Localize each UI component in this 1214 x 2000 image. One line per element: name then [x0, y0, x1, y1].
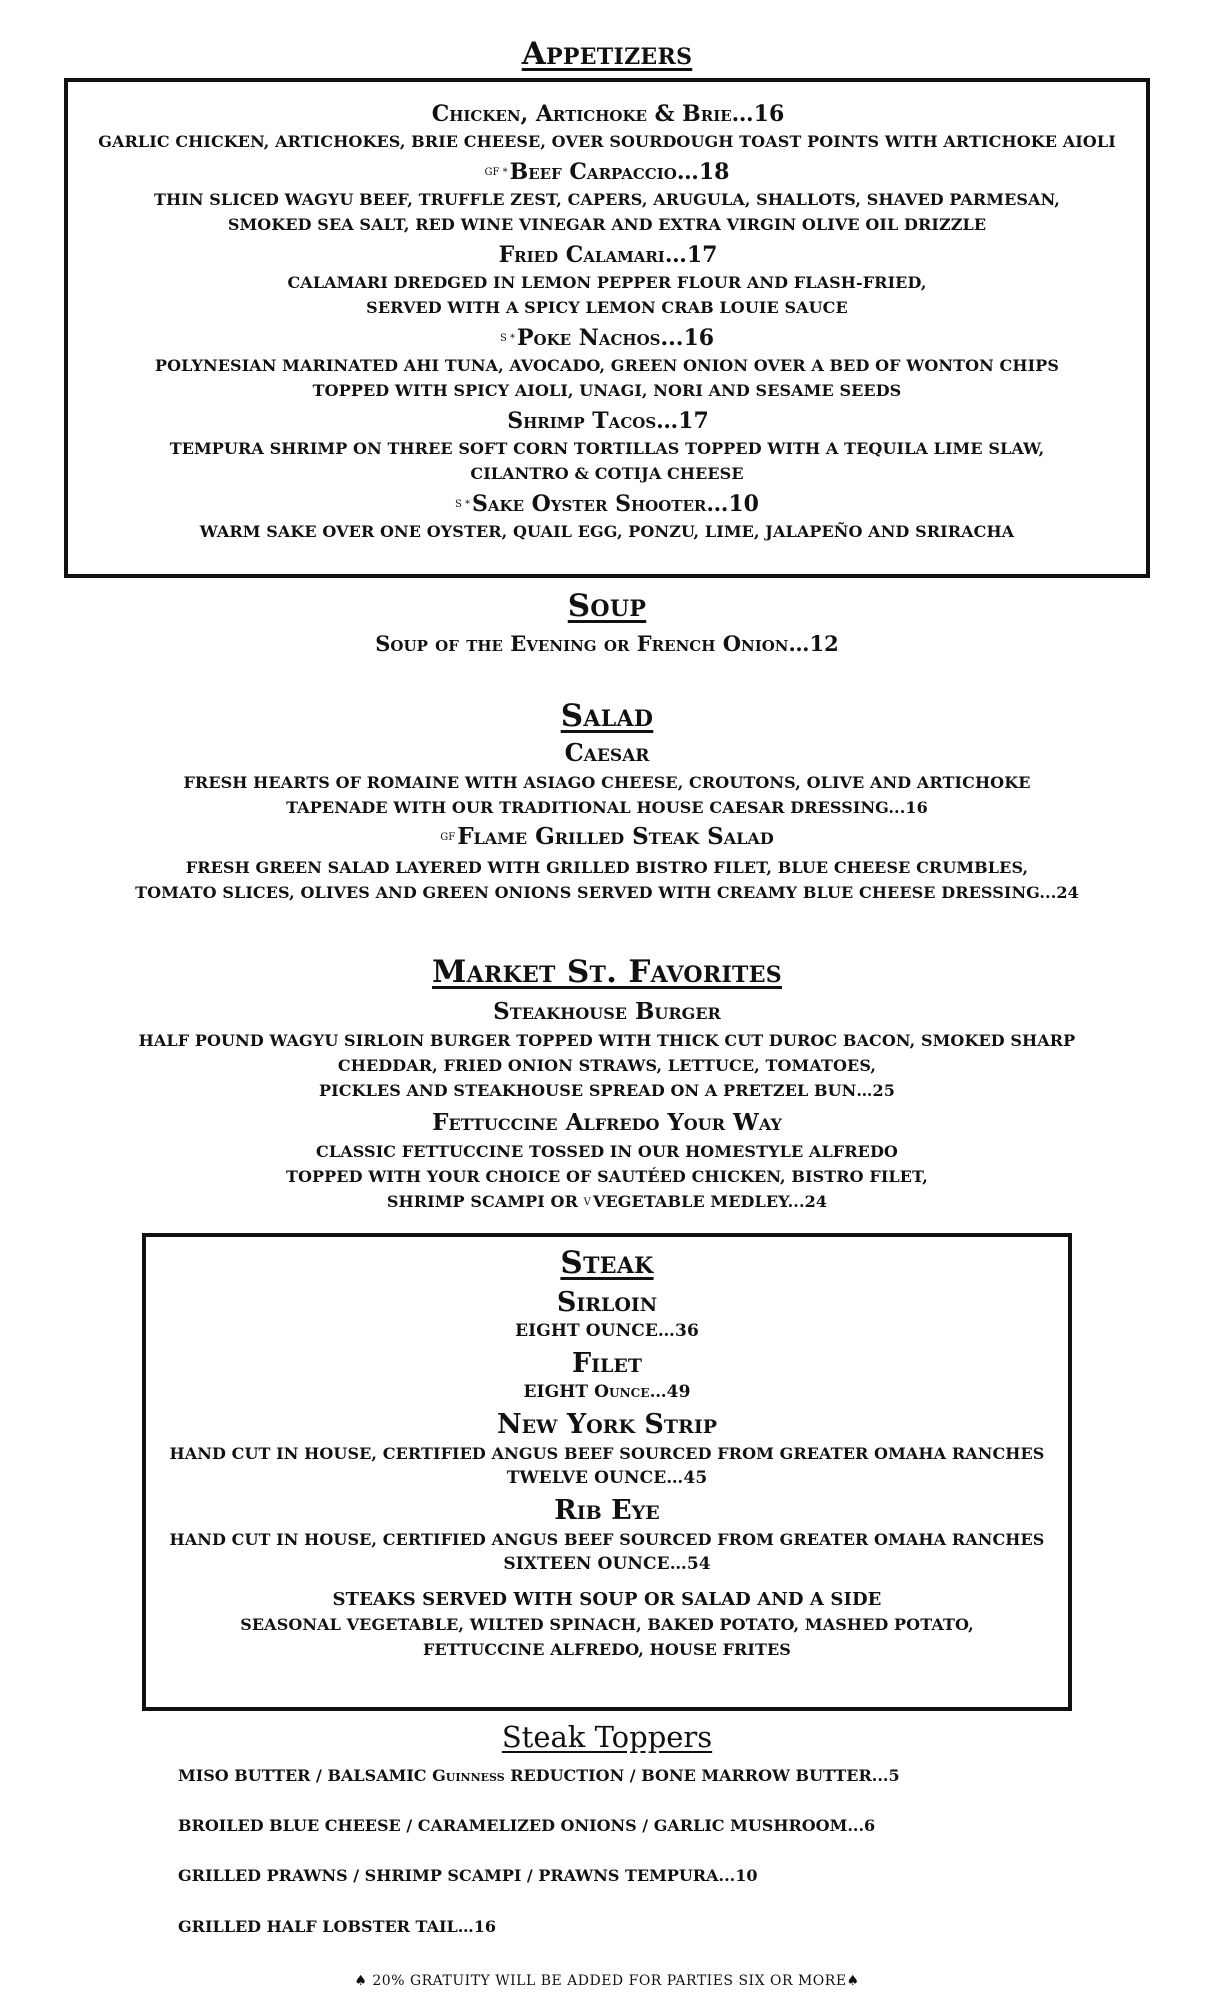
- steak-sides: SEASONAL VEGETABLE, WILTED SPINACH, BAKED POTATO, MASHED POTATO,: [240, 1615, 974, 1634]
- steak-box: [142, 1233, 1072, 1711]
- item-name: Steakhouse Burger: [493, 998, 721, 1025]
- item-description: POLYNESIAN MARINATED AHI TUNA, AVOCADO, GREEN ONION OVER A BED OF WONTON CHIPS: [155, 356, 1059, 375]
- topper-item: GRILLED HALF LOBSTER TAIL…16: [178, 1917, 496, 1936]
- menu-item: [68, 407, 1146, 486]
- steak-served-heading: STEAKS SERVED WITH SOUP OR SALAD AND A SIDE: [332, 1589, 882, 1610]
- steak-title: Steak: [560, 1245, 654, 1281]
- gluten-free-tag: GF *: [484, 167, 508, 178]
- menu-item: [68, 100, 1146, 154]
- item-description: TAPENADE WITH OUR TRADITIONAL HOUSE CAESAR DRESSING...16: [286, 798, 928, 817]
- item-name: Fettuccine Alfredo Your Way: [432, 1109, 782, 1136]
- menu-item: [68, 324, 1146, 403]
- item-name: Fried Calamari…17: [498, 242, 718, 268]
- item-description: THIN SLICED WAGYU BEEF, TRUFFLE ZEST, CAPERS, ARUGULA, SHALLOTS, SHAVED PARMESAN,: [154, 190, 1060, 209]
- gluten-free-tag: GF: [440, 832, 456, 843]
- footer: [0, 1970, 1214, 1989]
- vegetarian-tag: V: [583, 1197, 591, 1208]
- menu-item: [146, 1287, 1068, 1344]
- item-description: CHEDDAR, FRIED ONION STRAWS, LETTUCE, TOMATOES,: [337, 1056, 877, 1075]
- item-description: CILANTRO & COTIJA CHEESE: [470, 464, 744, 483]
- menu-item: [0, 1107, 1214, 1215]
- favorites-title: Market St. Favorites: [432, 954, 782, 990]
- item-name: GFFlame Grilled Steak Salad: [440, 823, 774, 850]
- menu-item: [0, 820, 1214, 905]
- item-description: HALF POUND WAGYU SIRLOIN BURGER TOPPED WITH THICK CUT DUROC BACON, SMOKED SHARP: [138, 1031, 1076, 1050]
- item-description: SMOKED SEA SALT, RED WINE VINEGAR AND EXTRA VIRGIN OLIVE OIL DRIZZLE: [227, 215, 987, 234]
- menu-item: [0, 996, 1214, 1103]
- topper-item: GRILLED PRAWNS / SHRIMP SCAMPI / PRAWNS TEMPURA...10: [178, 1866, 758, 1885]
- menu-item: [68, 158, 1146, 237]
- topper-item: MISO BUTTER / BALSAMIC Guinness REDUCTION / BONE MARROW BUTTER...5: [178, 1766, 900, 1785]
- favorites-section: [0, 952, 1214, 1215]
- item-name: GF *Beef Carpaccio…18: [484, 159, 730, 185]
- appetizers-box: [64, 78, 1150, 578]
- spicy-tag: S *: [499, 333, 515, 344]
- topper-item: BROILED BLUE CHEESE / CARAMELIZED ONIONS / GARLIC MUSHROOM...6: [178, 1816, 876, 1835]
- appetizers-section: [0, 34, 1214, 74]
- item-description: FRESH GREEN SALAD LAYERED WITH GRILLED BISTRO FILET, BLUE CHEESE CRUMBLES,: [185, 858, 1029, 877]
- item-description: EIGHT OUNCE…36: [515, 1321, 699, 1341]
- item-description: TOMATO SLICES, OLIVES AND GREEN ONIONS SERVED WITH CREAMY BLUE CHEESE DRESSING...24: [135, 883, 1079, 902]
- item-description: SHRIMP SCAMPI OR V VEGETABLE MEDLEY...24: [386, 1192, 828, 1211]
- salad-title: Salad: [560, 698, 654, 734]
- item-description: PICKLES AND STEAKHOUSE SPREAD ON A PRETZEL BUN…25: [319, 1081, 895, 1100]
- item-name: S *Sake Oyster Shooter…10: [455, 491, 759, 517]
- steak-sides: FETTUCCINE ALFREDO, HOUSE FRITES: [423, 1640, 791, 1659]
- item-description: HAND CUT IN HOUSE, CERTIFIED ANGUS BEEF SOURCED FROM GREATER OMAHA RANCHES: [169, 1530, 1045, 1549]
- item-description: EIGHT Ounce…49: [523, 1382, 691, 1402]
- menu-item: [0, 736, 1214, 820]
- salad-section: [0, 696, 1214, 905]
- item-name: Rib Eye: [554, 1495, 660, 1526]
- menu-item: [68, 241, 1146, 320]
- item-name: New York Strip: [496, 1409, 718, 1440]
- item-description: FRESH HEARTS OF ROMAINE WITH ASIAGO CHEESE, CROUTONS, OLIVE AND ARTICHOKE: [183, 773, 1031, 792]
- toppers-title: Steak Toppers: [501, 1720, 713, 1754]
- item-description: CALAMARI DREDGED IN LEMON PEPPER FLOUR AND FLASH-FRIED,: [287, 273, 927, 292]
- soup-item: Soup of the Evening or French Onion…12: [375, 631, 839, 656]
- item-name: S *Poke Nachos...16: [499, 325, 715, 351]
- item-description: TEMPURA SHRIMP ON THREE SOFT CORN TORTILLAS TOPPED WITH A TEQUILA LIME SLAW,: [169, 439, 1045, 458]
- item-description: TOPPED WITH SPICY AIOLI, UNAGI, NORI AND SESAME SEEDS: [312, 381, 902, 400]
- appetizers-title: Appetizers: [521, 36, 693, 72]
- item-description: SIXTEEN OUNCE…54: [503, 1554, 711, 1574]
- menu-item: [146, 1409, 1068, 1491]
- item-name: Shrimp Tacos…17: [507, 408, 709, 434]
- item-description: HAND CUT IN HOUSE, CERTIFIED ANGUS BEEF SOURCED FROM GREATER OMAHA RANCHES: [169, 1444, 1045, 1463]
- item-description: TOPPED WITH YOUR CHOICE OF SAUTÉED CHICKEN, BISTRO FILET,: [286, 1167, 928, 1186]
- menu-item: [68, 490, 1146, 544]
- menu-item: [146, 1348, 1068, 1405]
- item-description: WARM SAKE OVER ONE OYSTER, QUAIL EGG, PONZU, LIME, JALAPEÑO AND SRIRACHA: [199, 522, 1015, 541]
- item-name: Chicken, Artichoke & Brie…16: [431, 101, 785, 127]
- item-description: CLASSIC FETTUCCINE TOSSED IN OUR HOMESTYLE ALFREDO: [316, 1142, 898, 1161]
- toppers-section: [0, 1718, 1214, 1756]
- spicy-tag: S *: [455, 499, 471, 510]
- item-name: Caesar: [564, 738, 650, 767]
- soup-title: Soup: [567, 588, 647, 624]
- item-name: Sirloin: [556, 1287, 658, 1318]
- item-name: Filet: [571, 1348, 643, 1379]
- item-description: TWELVE OUNCE…45: [506, 1468, 708, 1488]
- item-description: SERVED WITH A SPICY LEMON CRAB LOUIE SAUCE: [366, 298, 848, 317]
- soup-section: [0, 586, 1214, 658]
- item-description: GARLIC CHICKEN, ARTICHOKES, BRIE CHEESE, OVER SOURDOUGH TOAST POINTS WITH ARTICHOKE AIOLI: [98, 132, 1116, 151]
- menu-item: [146, 1495, 1068, 1577]
- gratuity-note: ♠ 20% GRATUITY WILL BE ADDED FOR PARTIES SIX OR MORE♠: [354, 1973, 860, 1989]
